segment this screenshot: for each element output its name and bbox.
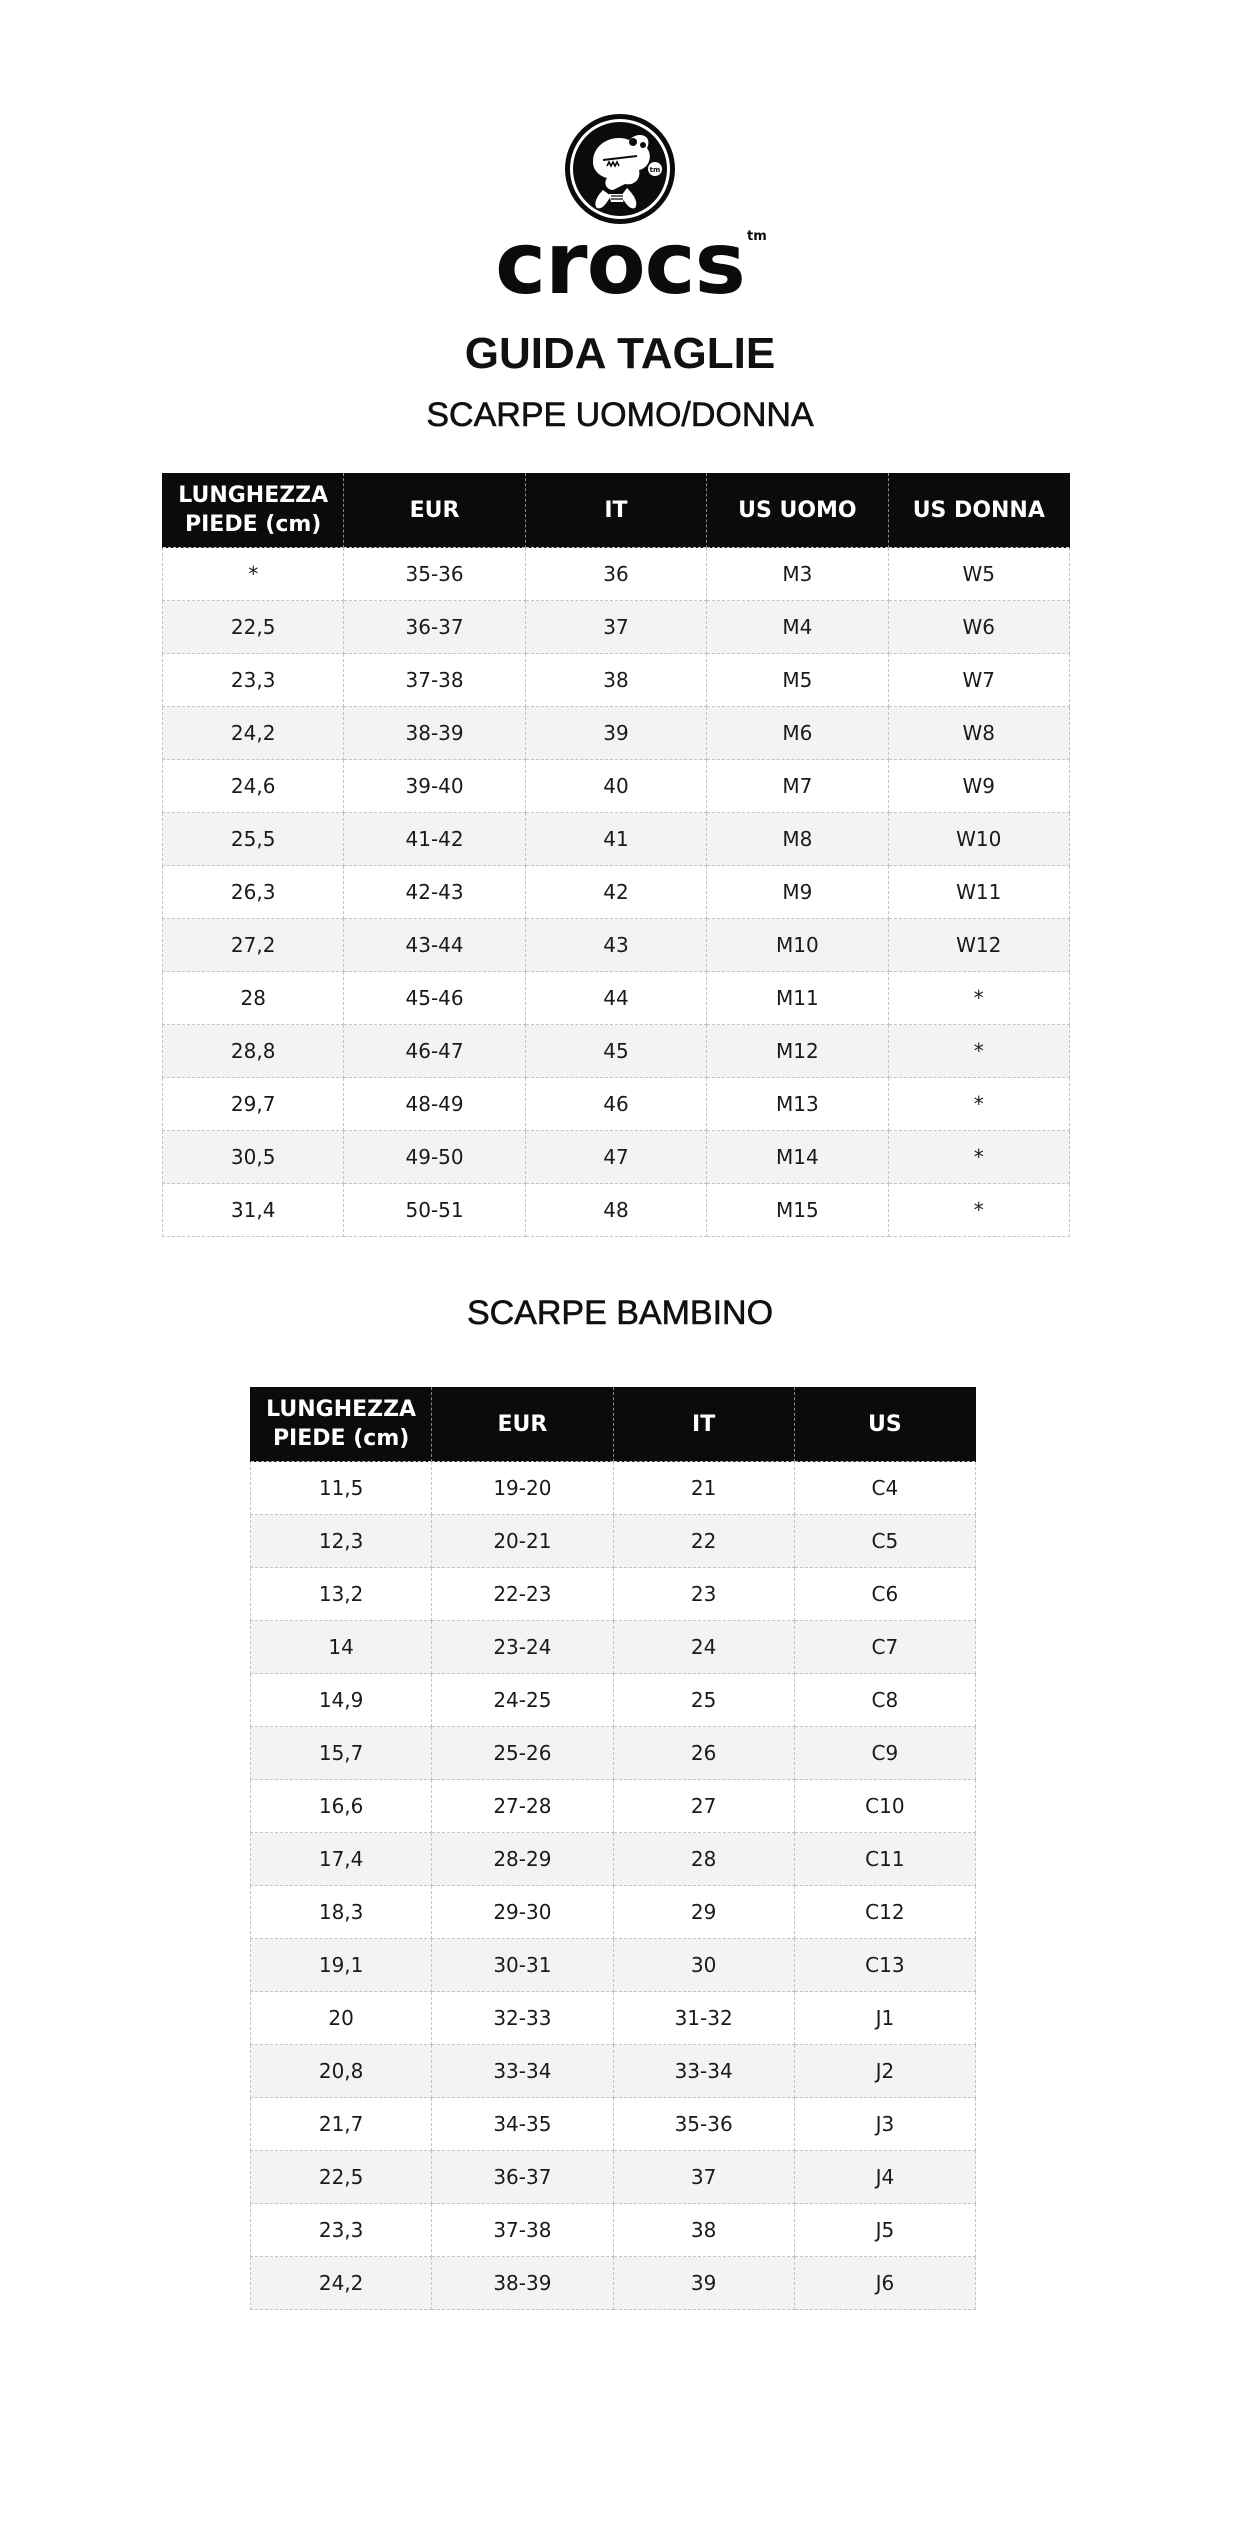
table-cell: 30 [613, 1939, 794, 1992]
table-row [251, 2151, 976, 2204]
table-cell: 20,8 [251, 2045, 432, 2098]
table-cell: * [888, 972, 1069, 1025]
table-row [251, 1727, 976, 1780]
table-cell: 38 [613, 2204, 794, 2257]
table-cell: 35-36 [344, 548, 525, 601]
table-cell: C4 [794, 1462, 975, 1515]
table-cell: 30,5 [163, 1131, 344, 1184]
table-cell: 22,5 [251, 2151, 432, 2204]
table-cell: 50-51 [344, 1184, 525, 1237]
column-header: EUR [432, 1387, 613, 1462]
table-cell: C7 [794, 1621, 975, 1674]
table-cell: 27-28 [432, 1780, 613, 1833]
column-header: LUNGHEZZA PIEDE (cm) [163, 473, 344, 548]
table-cell: 42-43 [344, 866, 525, 919]
table-cell: C8 [794, 1674, 975, 1727]
table-cell: 21 [613, 1462, 794, 1515]
table-cell: M6 [707, 707, 888, 760]
table-cell: 24,2 [163, 707, 344, 760]
table-cell: 19,1 [251, 1939, 432, 1992]
table-row [163, 1184, 1070, 1237]
table-row [251, 1621, 976, 1674]
table-cell: 33-34 [613, 2045, 794, 2098]
table-cell: 44 [525, 972, 706, 1025]
table-cell: M10 [707, 919, 888, 972]
table-cell: 36 [525, 548, 706, 601]
column-header: US [794, 1387, 975, 1462]
kids-section-heading: SCARPE BAMBINO [466, 1294, 774, 1332]
table-cell: 26,3 [163, 866, 344, 919]
table-row [251, 1992, 976, 2045]
table-cell: 11,5 [251, 1462, 432, 1515]
column-header: EUR [344, 473, 525, 548]
table-cell: 42 [525, 866, 706, 919]
kids-size-table [250, 1387, 976, 2310]
table-cell: M9 [707, 866, 888, 919]
table-cell: 34-35 [432, 2098, 613, 2151]
table-row [163, 707, 1070, 760]
table-cell: W11 [888, 866, 1069, 919]
table-cell: W8 [888, 707, 1069, 760]
table-cell: 14 [251, 1621, 432, 1674]
table-cell: 29 [613, 1886, 794, 1939]
table-cell: 23 [613, 1568, 794, 1621]
brand-wordmark-text: crocs [495, 214, 745, 314]
table-row [163, 601, 1070, 654]
table-cell: C10 [794, 1780, 975, 1833]
table-header-row [251, 1387, 976, 1462]
table-cell: J5 [794, 2204, 975, 2257]
table-cell: 38-39 [344, 707, 525, 760]
table-cell: 48-49 [344, 1078, 525, 1131]
table-cell: 25 [613, 1674, 794, 1727]
table-cell: 39 [525, 707, 706, 760]
table-cell: 17,4 [251, 1833, 432, 1886]
table-row [163, 919, 1070, 972]
table-row [163, 972, 1070, 1025]
table-cell: * [888, 1025, 1069, 1078]
table-cell: 24,2 [251, 2257, 432, 2310]
table-cell: 33-34 [432, 2045, 613, 2098]
table-cell: M5 [707, 654, 888, 707]
table-cell: M11 [707, 972, 888, 1025]
trademark-symbol: tm [747, 229, 767, 244]
table-cell: * [888, 1131, 1069, 1184]
table-cell: 27 [613, 1780, 794, 1833]
brand-wordmark [495, 214, 767, 314]
column-header: US DONNA [888, 473, 1069, 548]
table-row [163, 866, 1070, 919]
table-cell: * [888, 1078, 1069, 1131]
table-cell: 49-50 [344, 1131, 525, 1184]
table-cell: 37 [613, 2151, 794, 2204]
table-cell: M7 [707, 760, 888, 813]
table-cell: 20-21 [432, 1515, 613, 1568]
table-cell: J1 [794, 1992, 975, 2045]
table-cell: C12 [794, 1886, 975, 1939]
table-cell: 28-29 [432, 1833, 613, 1886]
table-cell: 36-37 [432, 2151, 613, 2204]
table-cell: 23-24 [432, 1621, 613, 1674]
table-cell: 15,7 [251, 1727, 432, 1780]
table-row [251, 2098, 976, 2151]
table-cell: W9 [888, 760, 1069, 813]
table-cell: 46 [525, 1078, 706, 1131]
table-row [163, 654, 1070, 707]
table-cell: W10 [888, 813, 1069, 866]
table-row [251, 1515, 976, 1568]
table-cell: 45-46 [344, 972, 525, 1025]
table-cell: 46-47 [344, 1025, 525, 1078]
table-cell: 47 [525, 1131, 706, 1184]
table-cell: 41 [525, 813, 706, 866]
table-cell: 23,3 [251, 2204, 432, 2257]
brand-logo [0, 112, 1240, 314]
table-cell: 48 [525, 1184, 706, 1237]
table-cell: C9 [794, 1727, 975, 1780]
table-cell: 39-40 [344, 760, 525, 813]
table-row [251, 1568, 976, 1621]
table-cell: M13 [707, 1078, 888, 1131]
table-cell: 28 [163, 972, 344, 1025]
table-cell: 37 [525, 601, 706, 654]
table-row [251, 1462, 976, 1515]
table-row [251, 1886, 976, 1939]
table-cell: 19-20 [432, 1462, 613, 1515]
table-row [251, 2045, 976, 2098]
table-cell: 16,6 [251, 1780, 432, 1833]
table-cell: 37-38 [432, 2204, 613, 2257]
table-cell: 24-25 [432, 1674, 613, 1727]
table-cell: 45 [525, 1025, 706, 1078]
table-cell: 27,2 [163, 919, 344, 972]
table-row [251, 2204, 976, 2257]
table-cell: * [163, 548, 344, 601]
table-cell: C5 [794, 1515, 975, 1568]
table-cell: J6 [794, 2257, 975, 2310]
table-cell: J2 [794, 2045, 975, 2098]
table-cell: 43 [525, 919, 706, 972]
table-cell: 25-26 [432, 1727, 613, 1780]
table-cell: 28,8 [163, 1025, 344, 1078]
table-cell: J4 [794, 2151, 975, 2204]
table-cell: 13,2 [251, 1568, 432, 1621]
table-cell: 38-39 [432, 2257, 613, 2310]
table-cell: 36-37 [344, 601, 525, 654]
table-cell: W6 [888, 601, 1069, 654]
table-cell: 20 [251, 1992, 432, 2045]
table-cell: 39 [613, 2257, 794, 2310]
table-cell: * [888, 1184, 1069, 1237]
table-cell: M4 [707, 601, 888, 654]
table-cell: 21,7 [251, 2098, 432, 2151]
adult-section-heading: SCARPE UOMO/DONNA [426, 396, 814, 434]
table-cell: 25,5 [163, 813, 344, 866]
table-header-row [163, 473, 1070, 548]
table-cell: 12,3 [251, 1515, 432, 1568]
table-cell: M15 [707, 1184, 888, 1237]
table-cell: M12 [707, 1025, 888, 1078]
table-cell: 26 [613, 1727, 794, 1780]
table-row [251, 1939, 976, 1992]
table-cell: 32-33 [432, 1992, 613, 2045]
table-row [251, 1833, 976, 1886]
table-row [251, 1674, 976, 1727]
table-cell: 22,5 [163, 601, 344, 654]
svg-text:tm: tm [649, 166, 661, 174]
table-cell: 38 [525, 654, 706, 707]
table-cell: 28 [613, 1833, 794, 1886]
table-cell: 18,3 [251, 1886, 432, 1939]
table-cell: 22 [613, 1515, 794, 1568]
table-row [163, 1078, 1070, 1131]
table-cell: W7 [888, 654, 1069, 707]
table-row [251, 2257, 976, 2310]
adult-size-table [162, 473, 1070, 1237]
table-cell: C6 [794, 1568, 975, 1621]
table-cell: 31,4 [163, 1184, 344, 1237]
table-cell: 24 [613, 1621, 794, 1674]
table-row [163, 548, 1070, 601]
table-cell: 37-38 [344, 654, 525, 707]
table-row [163, 813, 1070, 866]
column-header: LUNGHEZZA PIEDE (cm) [251, 1387, 432, 1462]
table-cell: W5 [888, 548, 1069, 601]
table-cell: 43-44 [344, 919, 525, 972]
table-cell: M14 [707, 1131, 888, 1184]
table-cell: C13 [794, 1939, 975, 1992]
table-cell: 29-30 [432, 1886, 613, 1939]
table-cell: 24,6 [163, 760, 344, 813]
crocodile-mascot-icon [563, 112, 677, 226]
table-cell: 30-31 [432, 1939, 613, 1992]
column-header: IT [525, 473, 706, 548]
table-cell: 31-32 [613, 1992, 794, 2045]
table-row [163, 1025, 1070, 1078]
table-cell: M3 [707, 548, 888, 601]
table-cell: 41-42 [344, 813, 525, 866]
table-cell: C11 [794, 1833, 975, 1886]
page-title: GUIDA TAGLIE [464, 329, 776, 378]
table-cell: 23,3 [163, 654, 344, 707]
table-cell: 35-36 [613, 2098, 794, 2151]
table-row [251, 1780, 976, 1833]
table-cell: J3 [794, 2098, 975, 2151]
table-cell: W12 [888, 919, 1069, 972]
column-header: US UOMO [707, 473, 888, 548]
table-cell: 22-23 [432, 1568, 613, 1621]
table-cell: 40 [525, 760, 706, 813]
table-cell: M8 [707, 813, 888, 866]
table-cell: 29,7 [163, 1078, 344, 1131]
table-cell: 14,9 [251, 1674, 432, 1727]
column-header: IT [613, 1387, 794, 1462]
table-row [163, 760, 1070, 813]
table-row [163, 1131, 1070, 1184]
